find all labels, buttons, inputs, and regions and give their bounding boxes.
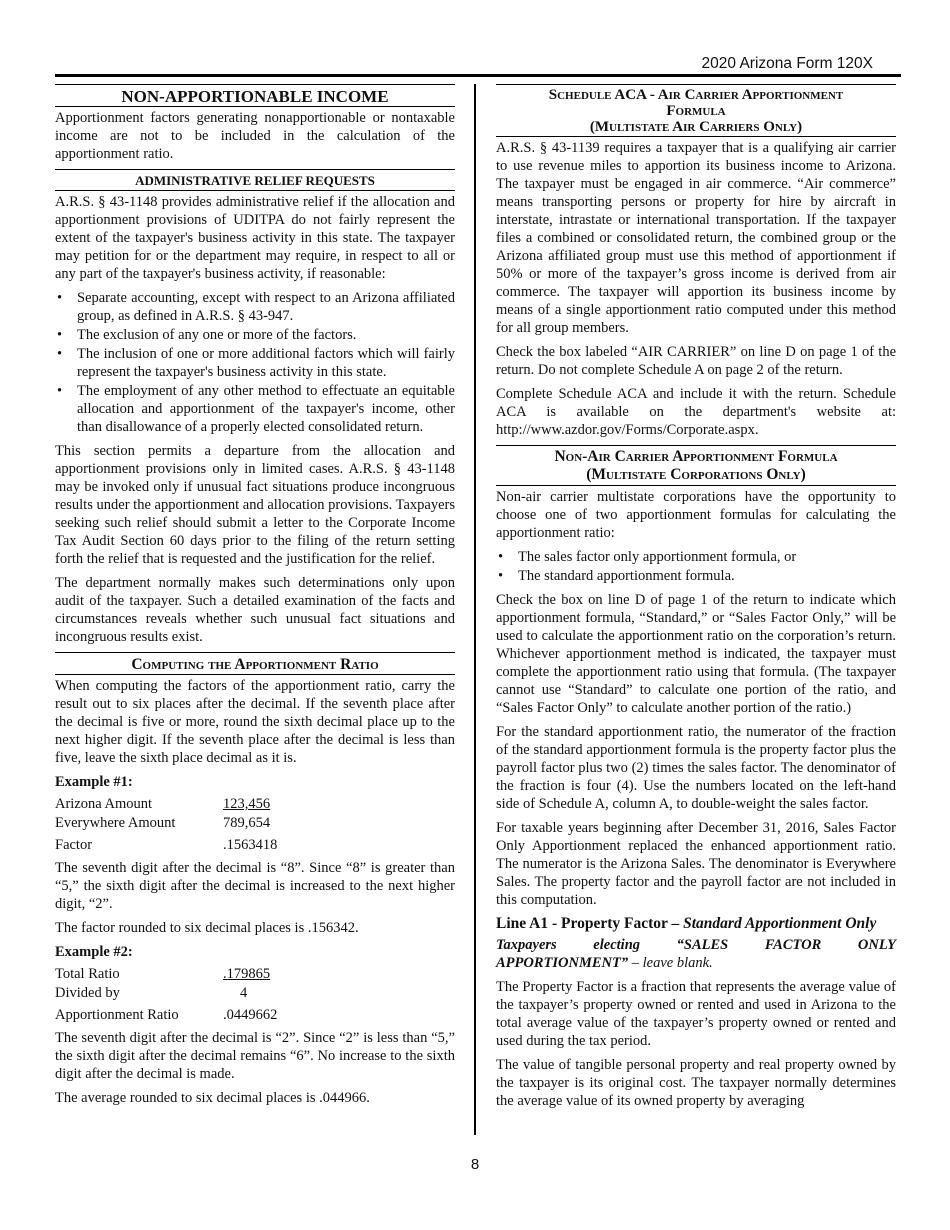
line-a1-note [496,936,896,972]
table-row [55,833,277,855]
example-1-result: The factor rounded to six decimal places is .156342. [55,920,359,936]
form-header: 2020 Arizona Form 120X [701,55,873,72]
schedule-aca-text-3: Complete Schedule ACA and include it with the return. Schedule ACA is available on the department's website at: http://www.azdor.gov/Forms/Corporate.aspx. [496,386,896,438]
example-label: Everywhere Amount [55,815,176,831]
administrative-relief-paragraph-3: The department normally makes such determinations only upon audit of the taxpayer. Such a detailed examination of the facts and circumstances reveals whether such unusual fact situations and incongruous results exist. [55,575,455,645]
example-label: Factor [55,837,93,853]
list-item: • The employment of any other method to effectuate an equitable allocation and apportionment of the taxpayer's income, other than disallowance of a properly elected consolidated return. [55,382,455,436]
left-column [55,84,455,1113]
administrative-relief-intro: A.R.S. § 43-1148 provides administrative relief if the allocation and apportionment provisions of UDITPA do not fairly represent the extent of the taxpayer's business activity in this state. The taxpayer may petition for or the department may require, in respect to all or any part of the taxpayer's business activity, if reasonable: [55,194,455,282]
list-item: • Separate accounting, except with respect to an Arizona affiliated group, as defined in A.R.S. § 43-947. [55,289,455,325]
example-value: .1563418 [223,837,278,853]
table-row [55,965,277,984]
right-column [496,84,896,1116]
list-item: • The sales factor only apportionment formula, or [496,548,896,566]
example-1-table [55,795,277,855]
non-air-carrier-text-2: Check the box on line D of page 1 of the return to indicate which apportionment formula, “Standard,” or “Sales Factor Only,” will be used to calculate the apportionment ratio on the corporation’s return. Whichever apportionment method is indicated, the taxpayer must complete the apportionment ratio using that formula. (The taxpayer cannot use “Standard” to calculate one portion of the ratio, and “Sales Factor Only” to calculate another portion of the ratio.) [496,592,896,716]
table-row [55,795,277,814]
heading-line: (Multistate Corporations Only) [586,466,806,483]
non-air-carrier-text-4: For taxable years beginning after December 31, 2016, Sales Factor Only Apportionment replaced the enhanced apportionment ratio. The numerator is the Arizona Sales. The denominator is Everywhere Sales. The property factor and the payroll factor are not included in this computation. [496,820,896,908]
schedule-aca-text-2: Check the box labeled “AIR CARRIER” on line D on page 1 of the return. Do not complete Schedule A on page 2 of the return. [496,344,896,378]
example-2-explanation: The seventh digit after the decimal is “2”. Since “2” is less than “5,” the sixth digit after the decimal remains “6”. No increase to the sixth digit after the decimal is made. [55,1030,455,1082]
administrative-relief-heading: ADMINISTRATIVE RELIEF REQUESTS [55,169,455,191]
example-2-table [55,965,277,1025]
line-a1-text-1: The Property Factor is a fraction that represents the average value of the taxpayer’s property owned or rented and used in Arizona to the total average value of the taxpayer’s property owned or rented and used during the tax period. [496,979,896,1049]
example-2-result: The average rounded to six decimal places is .044966. [55,1090,370,1106]
heading-line: (Multistate Air Carriers Only) [589,119,803,135]
heading-line: Schedule ACA - Air Carrier Apportionment [548,87,844,103]
heading-line: Non-Air Carrier Apportionment Formula [554,448,838,465]
example-value: .179865 [223,966,271,982]
example-value: 4 [240,985,248,1001]
list-item: • The inclusion of one or more additional factors which will fairly represent the taxpayer's business activity in this state. [55,345,455,381]
example-label: Divided by [55,985,120,1001]
line-a1-note-bold: Taxpayers electing “SALES FACTOR ONLY APPORTIONMENT” [496,937,896,971]
line-a1-title: Line A1 - Property Factor – [496,915,684,932]
table-row [55,984,277,1003]
example-label: Total Ratio [55,966,120,982]
example-value: 123,456 [223,796,271,812]
computing-ratio-heading: Computing the Apportionment Ratio [55,652,455,675]
table-row [55,1003,277,1025]
example-label: Apportionment Ratio [55,1007,179,1023]
line-a1-note-rest: – leave blank. [628,955,713,971]
nonapportionable-income-text: Apportionment factors generating nonapportionable or nontaxable income are not to be included in the calculation of the apportionment ratio. [55,110,455,162]
line-a1-text-2: The value of tangible personal property and real property owned by the taxpayer is its original cost. The taxpayer normally determines the average value of its owned property by averaging [496,1057,896,1109]
administrative-relief-paragraph-2: This section permits a departure from the allocation and apportionment provisions only in limited cases. A.R.S. § 43-1148 may be invoked only if unusual fact situations produce incongruous results under the apportionment and allocation provisions. Taxpayers seeking such relief should submit a letter to the Corporate Income Tax Audit Section 60 days prior to the filing of the return setting forth the relief that is requested and the justification for the relief. [55,443,455,567]
example-value: 789,654 [223,815,271,831]
example-label: Arizona Amount [55,796,153,812]
header-rule [55,74,901,77]
list-item: • The exclusion of any one or more of the factors. [55,326,455,344]
schedule-aca-text-1: A.R.S. § 43-1139 requires a taxpayer that is a qualifying air carrier to use revenue miles to apportion its business income to Arizona. The taxpayer must be engaged in air commerce. “Air commerce” means transporting persons or property for hire by aircraft in interstate, intrastate or international transportation. If the taxpayer files a combined or consolidated return, the combined group or the Arizona affiliated group must use this method of apportionment if 50% or more of the taxpayer’s gross income is derived from air commerce. The taxpayer will apportion its business income by means of a single apportionment ratio computed under this method for all group members. [496,140,896,336]
heading-line: Formula [666,103,726,119]
nonapportionable-income-heading: NON-APPORTIONABLE INCOME [55,84,455,107]
formula-options-list [496,548,896,585]
line-a1-heading [496,915,896,933]
non-air-carrier-intro: Non-air carrier multistate corporations have the opportunity to choose one of two apportionment formulas for calculating the apportionment ratio: [496,489,896,541]
line-a1-subtitle: Standard Apportionment Only [683,915,877,932]
column-divider [474,84,476,1135]
page-number: 8 [470,1156,480,1173]
computing-ratio-text: When computing the factors of the apportionment ratio, carry the result out to six places after the decimal. If the seventh place after the decimal is five or more, round the sixth decimal place up to the next higher digit. If the seventh place after the decimal is less than five, leave the sixth place decimal as it is. [55,678,455,766]
list-item: • The standard apportionment formula. [496,567,896,585]
example-2-title: Example #2: [55,944,133,960]
example-1-explanation: The seventh digit after the decimal is “8”. Since “8” is greater than “5,” the sixth digit after the decimal is increased to the next higher digit, “2”. [55,860,455,912]
administrative-relief-list [55,289,455,436]
example-1-title: Example #1: [55,774,133,790]
example-value: .0449662 [223,1007,278,1023]
non-air-carrier-text-3: For the standard apportionment ratio, the numerator of the fraction of the standard apportionment formula is the property factor plus the payroll factor plus two (2) times the sales factor. The denominator of the fraction is four (4). Use the numbers located on the left-hand side of Schedule A, column A, to double-weight the sales factor. [496,724,896,812]
schedule-aca-heading [496,84,896,137]
non-air-carrier-heading [496,445,896,486]
table-row [55,814,277,833]
